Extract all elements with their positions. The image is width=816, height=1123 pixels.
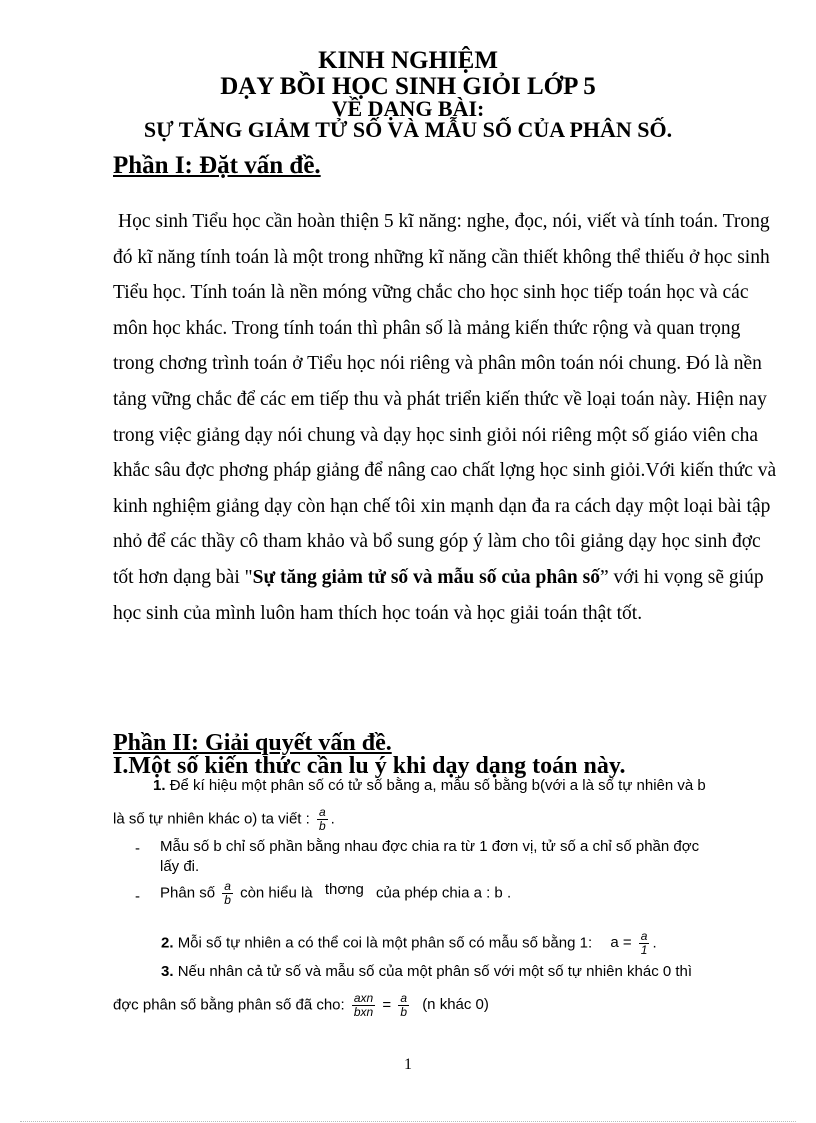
item3-line2: đợc phân số bằng phân số đã cho: $\frac{\text{axn}}{\text{bxn}}$ = $\frac{a}{b}$ (n khác 0) xyxy=(113,991,489,1019)
fraction-a-b: $\frac{a}{b}$ xyxy=(224,879,231,907)
page-number: 1 xyxy=(404,1056,412,1073)
part1-text-end: ” với hi vọng sẽ giúp học sinh của mình luôn ham thích học toán và học giải toán thật tốt. xyxy=(113,566,764,624)
item1-line2: là số tự nhiên khác o) ta viết : $\frac{a}{b}$ . xyxy=(113,805,335,833)
item1-text2: là số tự nhiên khác o) ta viết : xyxy=(113,810,310,828)
part1-paragraph xyxy=(113,204,777,631)
title-line-1: KINH NGHIỆM xyxy=(318,47,498,74)
item1-text: Để kí hiệu một phân số có tử số bằng a, mẫu số bằng b(với a là số tự nhiên và b xyxy=(169,777,706,794)
title-line-2: DẠY BỒI HỌC SINH GIỎI LỚP 5 xyxy=(220,73,596,100)
item1-line xyxy=(153,776,773,796)
part2-heading: Phần II: Giải quyết vấn đề. xyxy=(113,730,392,756)
bullet-dash-1: - xyxy=(135,840,140,857)
item2-line: 2. Mỗi số tự nhiên a có thể coi là một phân số có mẫu số bằng 1: a = $\frac{a}{1}$ . xyxy=(161,929,657,957)
part1-bold-title: Sự tăng giảm tử số và mẫu số của phân số xyxy=(252,566,600,588)
bullet-2: Phân số $\frac{a}{b}$ còn hiểu là thơng của phép chia a : b . xyxy=(160,879,512,907)
fraction-a-b: $\frac{a}{b}$ xyxy=(400,991,408,1019)
part2-subheading: I.Một số kiến thức cần lu ý khi dạy dạng toán này. xyxy=(113,753,626,779)
bullet-1: Mẫu số b chỉ số phần bằng nhau đợc chia ra từ 1 đơn vị, tử số a chỉ số phần đợc lấy đi. xyxy=(160,838,700,875)
item1-number: 1. xyxy=(153,777,166,794)
fraction-a-b: $\frac{a}{b}$ xyxy=(318,805,326,833)
title-line-3: VỀ DẠNG BÀI: xyxy=(331,96,485,121)
bullet-dash-2: - xyxy=(135,888,140,905)
fraction-a-1: $\frac{a}{1}$ xyxy=(640,929,648,957)
title-line-4: SỰ TĂNG GIẢM TỬ SỐ VÀ MẪU SỐ CỦA PHÂN SỐ. xyxy=(143,117,673,142)
fraction-axn-bxn: $\frac{\text{axn}}{\text{bxn}}$ xyxy=(353,991,374,1019)
item3-line: 3. Nếu nhân cả tử số và mẫu số của một phân số với một số tự nhiên khác 0 thì xyxy=(161,963,693,980)
part1-heading: Phần I: Đặt vấn đề. xyxy=(113,152,321,179)
part1-text: Học sinh Tiểu học cần hoàn thiện 5 kĩ năng: nghe, đọc, nói, viết và tính toán. Trong đó kĩ năng tính toán là một trong những kĩ năng cần thiết không thể thiếu ở học sinh Tiểu học. Tính toán là nền móng vững chắc cho học sinh học tiếp toán học và các môn học khác. Trong tính toán thì phân số là mảng kiến thức rộng và quan trọng trong chơng trình toán ở Tiểu học nói riêng và phân môn toán nói chung. Đó là nền tảng vững chắc để các em tiếp thu và phát triển kiến thức về loại toán này. Hiện nay trong việc giảng dạy nói chung và dạy học sinh giỏi nói riêng một số giáo viên cha khắc sâu đợc phơng pháp giảng để nâng cao chất lợng học sinh giỏi.Với kiến thức và kinh nghiệm giảng dạy còn hạn chế tôi xin mạnh dạn đa ra cách dạy một loại bài tập nhỏ để các thầy cô tham khảo và bổ sung góp ý làm cho tôi giảng dạy học sinh đợc tốt hơn dạng bài " xyxy=(113,211,777,588)
page-footer-divider xyxy=(20,1121,796,1122)
